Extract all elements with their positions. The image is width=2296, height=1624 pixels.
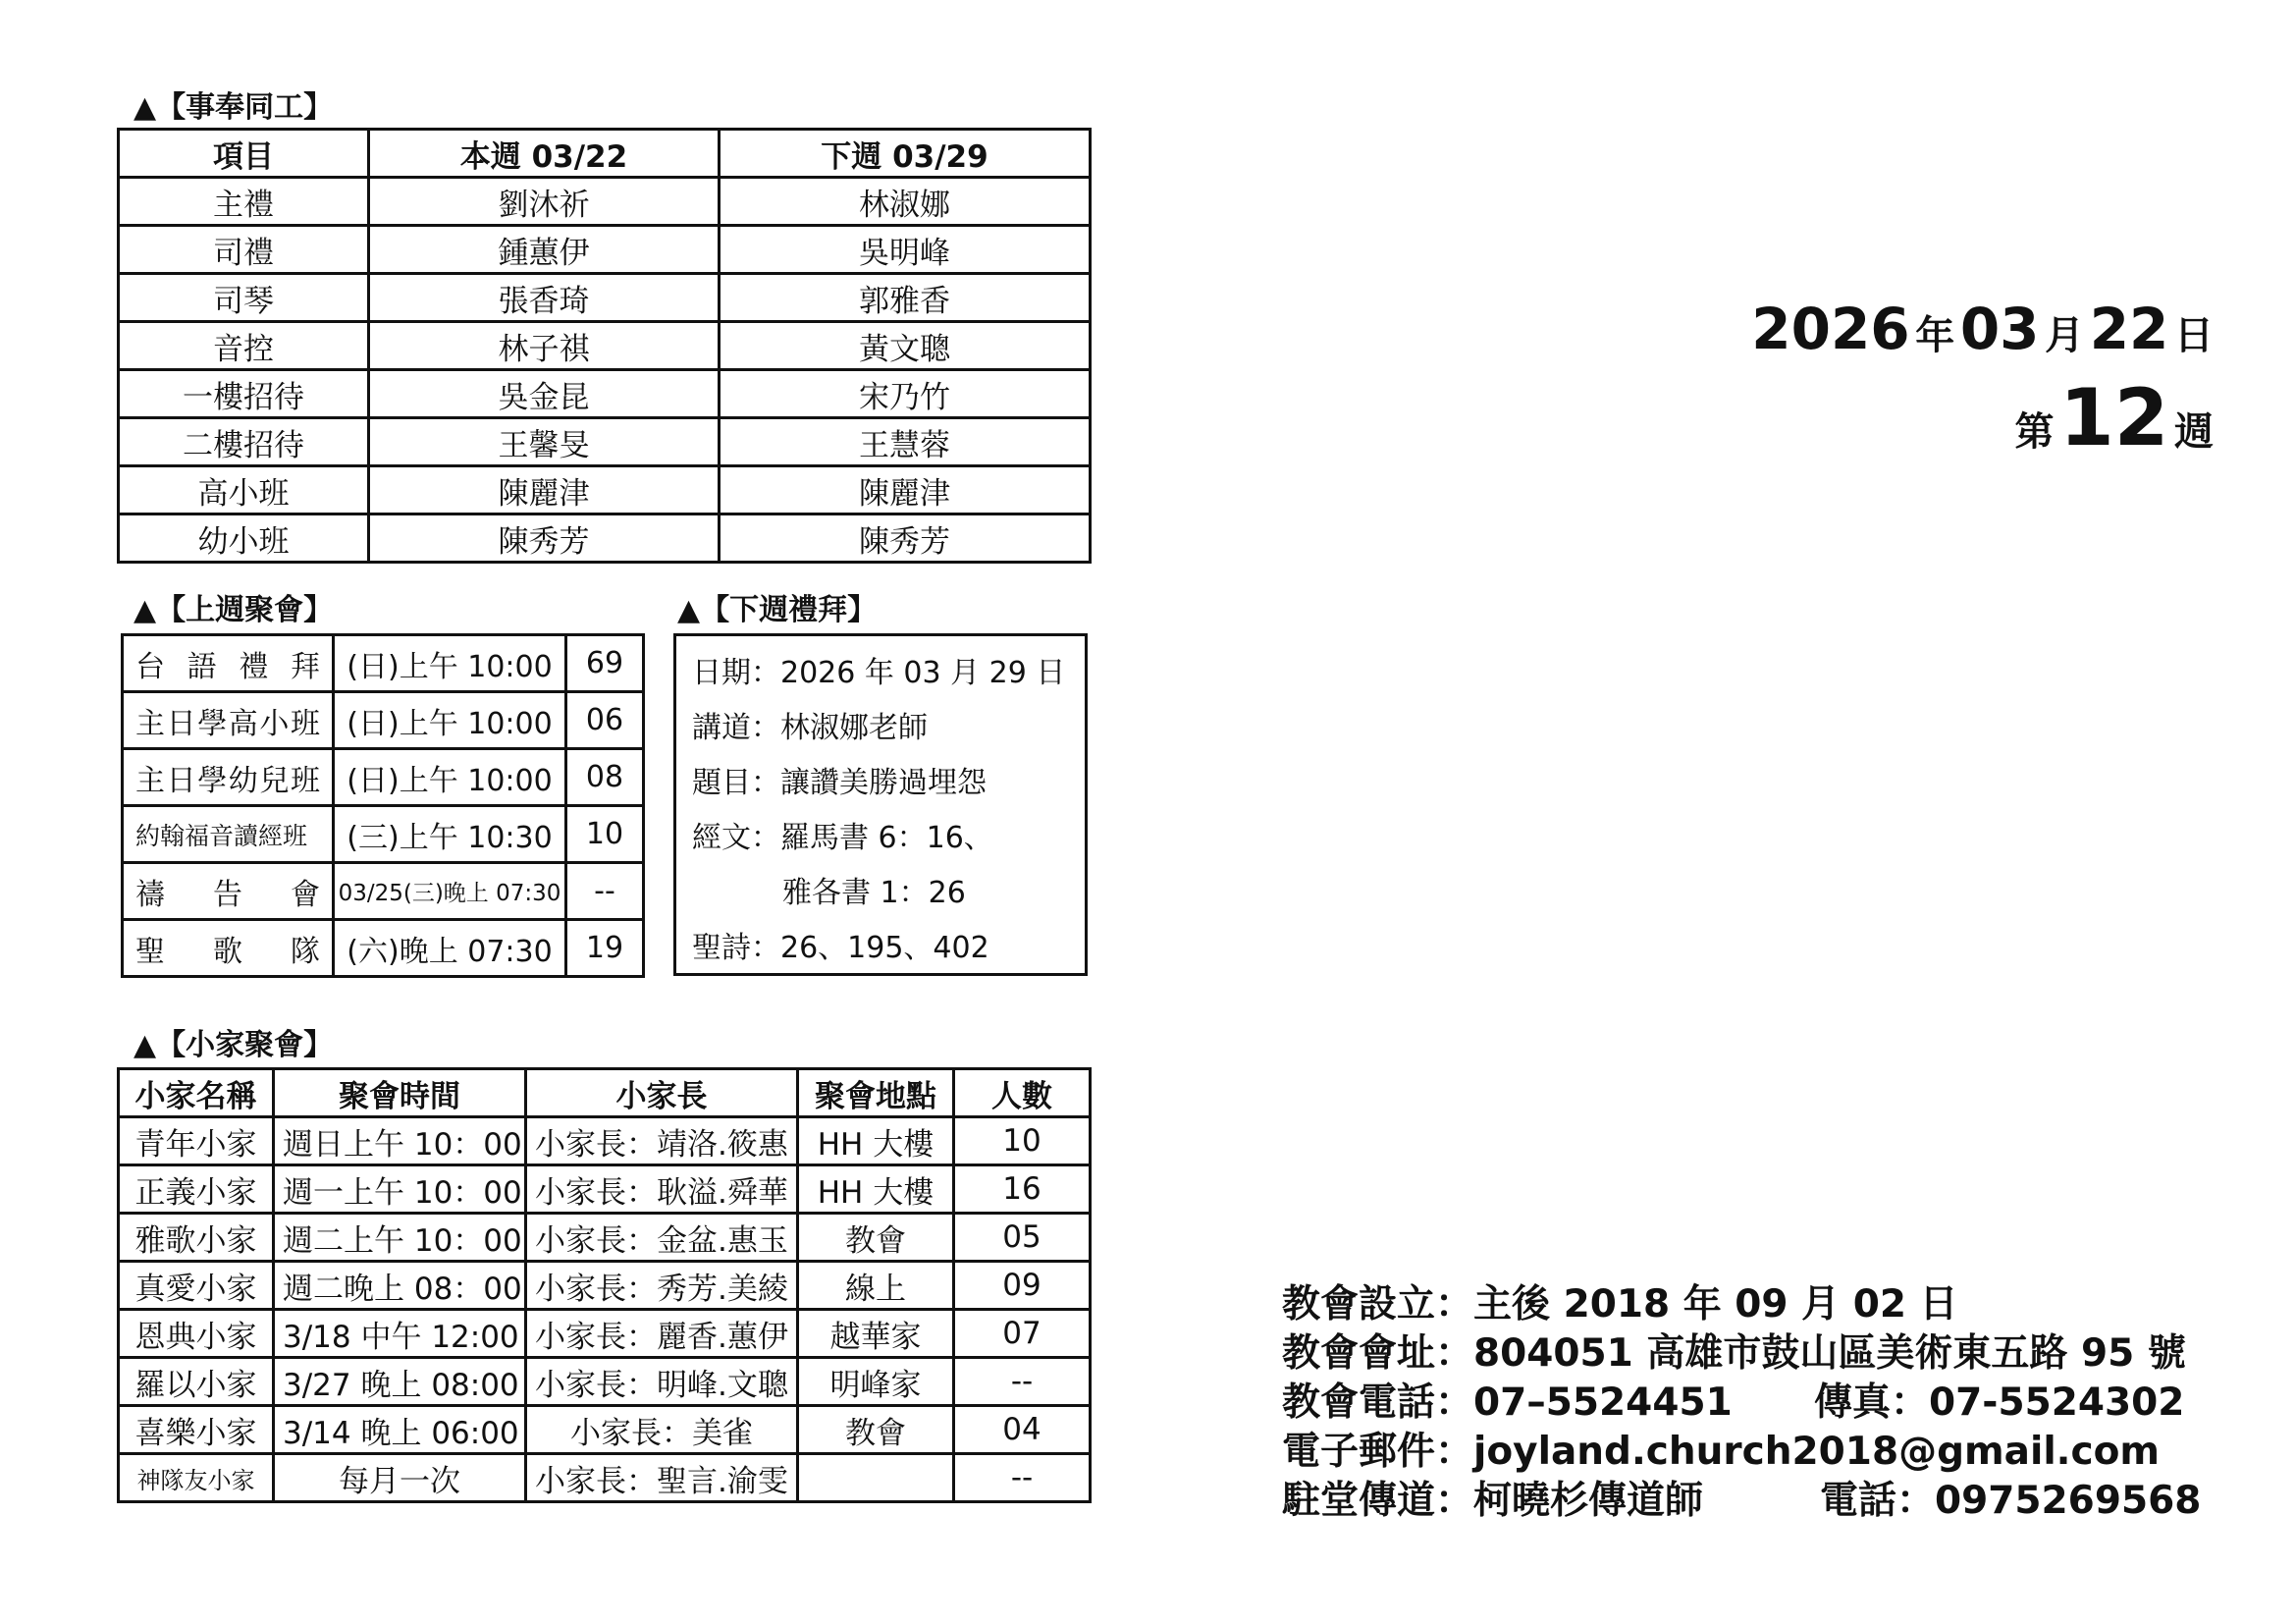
info-preacher: 駐堂傳道：柯曉杉傳道師 xyxy=(1282,1479,1704,1523)
duty-this-week: 陳秀芳 xyxy=(369,514,720,563)
group-location: 明峰家 xyxy=(798,1358,954,1406)
duty-next-week: 王慧蓉 xyxy=(720,418,1091,466)
group-name: 真愛小家 xyxy=(119,1262,274,1310)
group-count: 09 xyxy=(954,1262,1091,1310)
duty-next-week: 郭雅香 xyxy=(720,274,1091,322)
group-time: 3/18 中午 12:00 xyxy=(274,1310,526,1358)
next-week-date: 日期：2026 年 03 月 29 日 xyxy=(692,656,1066,690)
group-time: 3/27 晚上 08:00 xyxy=(274,1358,526,1406)
group-location: 線上 xyxy=(798,1262,954,1310)
group-leader: 小家長：美雀 xyxy=(526,1406,798,1454)
table-row xyxy=(119,1358,1091,1406)
duty-header-next-week: 下週 03/29 xyxy=(720,130,1091,178)
group-count: 10 xyxy=(954,1117,1091,1165)
date-year: 2026 xyxy=(1751,296,1910,362)
group-count: 07 xyxy=(954,1310,1091,1358)
date-year-unit: 年 xyxy=(1915,313,1955,358)
gathering-count: 06 xyxy=(566,692,644,749)
week-line xyxy=(1751,374,2214,484)
group-time: 週二上午 10：00 xyxy=(274,1214,526,1262)
group-count: 16 xyxy=(954,1165,1091,1214)
bulletin-date xyxy=(1751,295,2214,484)
duty-role: 二樓招待 xyxy=(119,418,369,466)
duty-role: 一樓招待 xyxy=(119,370,369,418)
group-location: HH 大樓 xyxy=(798,1117,954,1165)
groups-header-leader: 小家長 xyxy=(526,1069,798,1117)
group-count: 05 xyxy=(954,1214,1091,1262)
group-leader: 小家長：聖言.渝雯 xyxy=(526,1454,798,1502)
gathering-count: 19 xyxy=(566,920,644,977)
last-week-table xyxy=(121,633,645,978)
last-week-heading: ▲【上週聚會】 xyxy=(133,593,334,627)
gathering-time: (日)上午 10:00 xyxy=(334,749,566,806)
group-time: 週日上午 10：00 xyxy=(274,1117,526,1165)
group-name: 雅歌小家 xyxy=(119,1214,274,1262)
group-location: 越華家 xyxy=(798,1310,954,1358)
date-month-unit: 月 xyxy=(2045,313,2085,358)
duty-next-week: 宋乃竹 xyxy=(720,370,1091,418)
info-phone: 教會電話：07–5524451 xyxy=(1282,1380,1733,1425)
gathering-time: (日)上午 10:00 xyxy=(334,692,566,749)
groups-header-time: 聚會時間 xyxy=(274,1069,526,1117)
gathering-count: -- xyxy=(566,863,644,920)
next-week-hymns: 聖詩：26、195、402 xyxy=(692,931,989,965)
duty-next-week: 陳麗津 xyxy=(720,466,1091,514)
date-month: 03 xyxy=(1959,296,2040,362)
table-row xyxy=(119,1262,1091,1310)
table-row xyxy=(119,466,1091,514)
group-name: 恩典小家 xyxy=(119,1310,274,1358)
info-address: 教會會址：804051 高雄市鼓山區美術東五路 95 號 xyxy=(1282,1331,2186,1376)
duty-role: 高小班 xyxy=(119,466,369,514)
duty-this-week: 鍾蕙伊 xyxy=(369,226,720,274)
table-row xyxy=(123,920,644,977)
week-prefix: 第 xyxy=(2014,409,2055,455)
info-email: 電子郵件：joyland.church2018@gmail.com xyxy=(1282,1430,2161,1474)
group-count: 04 xyxy=(954,1406,1091,1454)
table-row xyxy=(119,1454,1091,1502)
table-row xyxy=(119,226,1091,274)
info-preacher-phone: 電話：0975269568 xyxy=(1820,1479,2202,1523)
table-row xyxy=(119,1165,1091,1214)
group-time: 3/14 晚上 06:00 xyxy=(274,1406,526,1454)
gathering-time: 03/25(三)晚上 07:30 xyxy=(334,863,566,920)
group-location: 教會 xyxy=(798,1406,954,1454)
groups-table xyxy=(117,1067,1092,1503)
week-suffix: 週 xyxy=(2174,409,2214,455)
table-row xyxy=(123,635,644,692)
group-count: -- xyxy=(954,1454,1091,1502)
next-week-topic: 題目：讓讚美勝過埋怨 xyxy=(692,766,987,800)
next-week-heading: ▲【下週禮拜】 xyxy=(677,593,878,627)
table-row xyxy=(123,806,644,863)
duty-next-week: 吳明峰 xyxy=(720,226,1091,274)
group-time: 週一上午 10：00 xyxy=(274,1165,526,1214)
group-location xyxy=(798,1454,954,1502)
date-day-unit: 日 xyxy=(2174,313,2214,358)
gathering-time: (六)晚上 07:30 xyxy=(334,920,566,977)
table-row xyxy=(123,749,644,806)
duty-role: 主禮 xyxy=(119,178,369,226)
date-line xyxy=(1751,295,2214,378)
groups-header-name: 小家名稱 xyxy=(119,1069,274,1117)
gathering-count: 69 xyxy=(566,635,644,692)
table-row xyxy=(119,1117,1091,1165)
group-leader: 小家長：麗香.蕙伊 xyxy=(526,1310,798,1358)
next-week-preacher: 講道：林淑娜老師 xyxy=(692,711,928,745)
group-leader: 小家長：耿溢.舜華 xyxy=(526,1165,798,1214)
info-established: 教會設立：主後 2018 年 09 月 02 日 xyxy=(1282,1282,1958,1326)
table-row xyxy=(119,514,1091,563)
next-week-scripture-2: 雅各書 1：26 xyxy=(782,876,966,910)
group-name: 青年小家 xyxy=(119,1117,274,1165)
group-leader: 小家長：秀芳.美綾 xyxy=(526,1262,798,1310)
gathering-count: 08 xyxy=(566,749,644,806)
date-day: 22 xyxy=(2089,296,2169,362)
table-row xyxy=(119,322,1091,370)
duty-next-week: 黃文聰 xyxy=(720,322,1091,370)
group-location: HH 大樓 xyxy=(798,1165,954,1214)
group-leader: 小家長：靖洛.筱惠 xyxy=(526,1117,798,1165)
week-number: 12 xyxy=(2059,372,2169,463)
groups-header-count: 人數 xyxy=(954,1069,1091,1117)
duty-next-week: 陳秀芳 xyxy=(720,514,1091,563)
group-name: 神隊友小家 xyxy=(119,1454,274,1502)
duty-next-week: 林淑娜 xyxy=(720,178,1091,226)
table-row xyxy=(119,178,1091,226)
groups-heading: ▲【小家聚會】 xyxy=(133,1028,334,1062)
gathering-count: 10 xyxy=(566,806,644,863)
church-info xyxy=(1282,1280,2202,1526)
duty-header-item: 項目 xyxy=(119,130,369,178)
info-fax: 傳真：07-5524302 xyxy=(1814,1380,2185,1425)
info-phone-row xyxy=(1282,1379,2186,1428)
table-row xyxy=(119,274,1091,322)
gathering-name: 台語禮拜 xyxy=(123,635,334,692)
duty-this-week: 林子祺 xyxy=(369,322,720,370)
group-name: 喜樂小家 xyxy=(119,1406,274,1454)
next-week-scripture: 經文：羅馬書 6：16、 xyxy=(692,821,993,855)
gathering-name: 約翰福音讀經班 xyxy=(123,806,334,863)
gathering-time: (日)上午 10:00 xyxy=(334,635,566,692)
groups-header-row xyxy=(119,1069,1091,1117)
duty-header-row xyxy=(119,130,1091,178)
group-time: 每月一次 xyxy=(274,1454,526,1502)
group-leader: 小家長：明峰.文聰 xyxy=(526,1358,798,1406)
gathering-time: (三)上午 10:30 xyxy=(334,806,566,863)
groups-header-location: 聚會地點 xyxy=(798,1069,954,1117)
duty-this-week: 吳金昆 xyxy=(369,370,720,418)
duty-role: 音控 xyxy=(119,322,369,370)
duty-role: 幼小班 xyxy=(119,514,369,563)
group-location: 教會 xyxy=(798,1214,954,1262)
duty-table xyxy=(117,128,1092,564)
duty-this-week: 張香琦 xyxy=(369,274,720,322)
group-name: 羅以小家 xyxy=(119,1358,274,1406)
duty-this-week: 陳麗津 xyxy=(369,466,720,514)
duty-role: 司琴 xyxy=(119,274,369,322)
group-time: 週二晚上 08：00 xyxy=(274,1262,526,1310)
gathering-name: 主日學幼兒班 xyxy=(123,749,334,806)
info-preacher-row xyxy=(1282,1477,2202,1526)
table-row xyxy=(119,370,1091,418)
table-row xyxy=(119,1214,1091,1262)
gathering-name: 主日學高小班 xyxy=(123,692,334,749)
group-name: 正義小家 xyxy=(119,1165,274,1214)
group-count: -- xyxy=(954,1358,1091,1406)
duty-this-week: 王馨旻 xyxy=(369,418,720,466)
group-leader: 小家長：金盆.惠玉 xyxy=(526,1214,798,1262)
table-row xyxy=(123,863,644,920)
duty-role: 司禮 xyxy=(119,226,369,274)
duty-heading: ▲【事奉同工】 xyxy=(133,90,334,125)
gathering-name: 聖歌隊 xyxy=(123,920,334,977)
table-row xyxy=(123,692,644,749)
gathering-name: 禱告會 xyxy=(123,863,334,920)
duty-this-week: 劉沐祈 xyxy=(369,178,720,226)
duty-header-this-week: 本週 03/22 xyxy=(369,130,720,178)
table-row xyxy=(119,1310,1091,1358)
next-week-box xyxy=(673,633,1088,976)
table-row xyxy=(119,1406,1091,1454)
table-row xyxy=(119,418,1091,466)
